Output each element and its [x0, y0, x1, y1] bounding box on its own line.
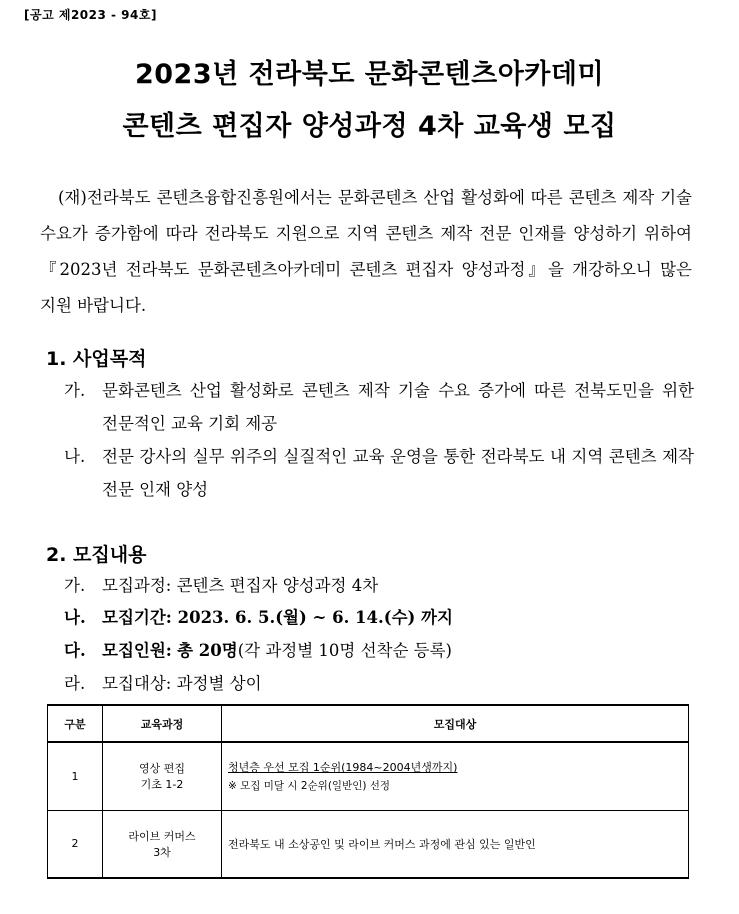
item-marker: 라.	[64, 674, 86, 693]
purpose-item-na	[64, 440, 694, 506]
target-table	[47, 704, 689, 879]
course-line: 3차	[153, 845, 171, 859]
purpose-item-ga	[64, 374, 694, 440]
recruit-headcount-value: 총 20명	[177, 641, 238, 660]
item-marker: 나.	[64, 608, 86, 627]
table-row	[48, 810, 689, 878]
recruit-target-value: 과정별 상이	[176, 674, 262, 693]
course-line: 영상 편집	[138, 762, 185, 776]
recruit-target-label: 모집대상:	[102, 674, 172, 693]
recruit-period-line	[64, 601, 704, 634]
row-course	[103, 742, 222, 810]
course-line: 기초 1-2	[140, 778, 184, 792]
table-row	[48, 742, 689, 810]
item-marker: 나.	[64, 447, 86, 466]
recruit-headcount-label: 모집인원:	[102, 641, 172, 660]
row-course	[103, 810, 222, 878]
item-marker: 가.	[64, 381, 86, 400]
course-line: 라이브 커머스	[128, 829, 196, 843]
column-header-course: 교육과정	[103, 705, 222, 742]
notice-number: [공고 제2023 - 94호]	[24, 8, 157, 22]
recruit-period-label: 모집기간:	[102, 608, 172, 627]
title-line-2: 콘텐츠 편집자 양성과정 4차 교육생 모집	[122, 111, 617, 142]
target-note: ※ 모집 미달 시 2순위(일반인) 선정	[228, 780, 391, 793]
item-marker: 가.	[64, 576, 86, 595]
row-number: 1	[48, 742, 103, 810]
row-number: 2	[48, 810, 103, 878]
recruit-headcount-note: (각 과정별 10명 선착순 등록)	[237, 641, 452, 660]
recruit-target-line	[64, 667, 704, 700]
recruit-headcount-line	[64, 634, 704, 667]
column-header-target: 모집대상	[222, 705, 689, 742]
target-main: 청년층 우선 모집 1순위(1984~2004년생까지)	[228, 761, 458, 775]
item-text: 문화콘텐츠 산업 활성화로 콘텐츠 제작 기술 수요 증가에 따른 전북도민을 위한 전문적인 교육 기회 제공	[102, 381, 694, 433]
section-recruit-heading: 2. 모집내용	[46, 544, 147, 566]
recruit-period-value: 2023. 6. 5.(월) ~ 6. 14.(수) 까지	[177, 608, 453, 627]
table-header-row	[48, 705, 689, 742]
column-header-no: 구분	[48, 705, 103, 742]
item-text: 전문 강사의 실무 위주의 실질적인 교육 운영을 통한 전라북도 내 지역 콘텐츠 제작 전문 인재 양성	[102, 447, 694, 499]
row-target	[222, 742, 689, 810]
title-line-1: 2023년 전라북도 문화콘텐츠아카데미	[134, 59, 605, 90]
section-purpose-heading: 1. 사업목적	[46, 348, 147, 370]
target-main: 전라북도 내 소상공인 및 라이브 커머스 과정에 관심 있는 일반인	[228, 837, 536, 851]
item-marker: 다.	[64, 641, 86, 660]
row-target	[222, 810, 689, 878]
recruit-course-line	[64, 569, 704, 602]
recruit-course-label: 모집과정:	[102, 576, 172, 595]
recruit-course-value: 콘텐츠 편집자 양성과정 4차	[176, 576, 379, 595]
intro-paragraph: (재)전라북도 콘텐츠융합진흥원에서는 문화콘텐츠 산업 활성화에 따른 콘텐츠 제작 기술 수요가 증가함에 따라 전라북도 지원으로 지역 콘텐츠 제작 전문 인재를 양성하기 위하여 『2023년 전라북도 문화콘텐츠아카데미 콘텐츠 편집자 양성과정』을 개강하오니 많은 지원 바랍니다.	[40, 188, 692, 315]
